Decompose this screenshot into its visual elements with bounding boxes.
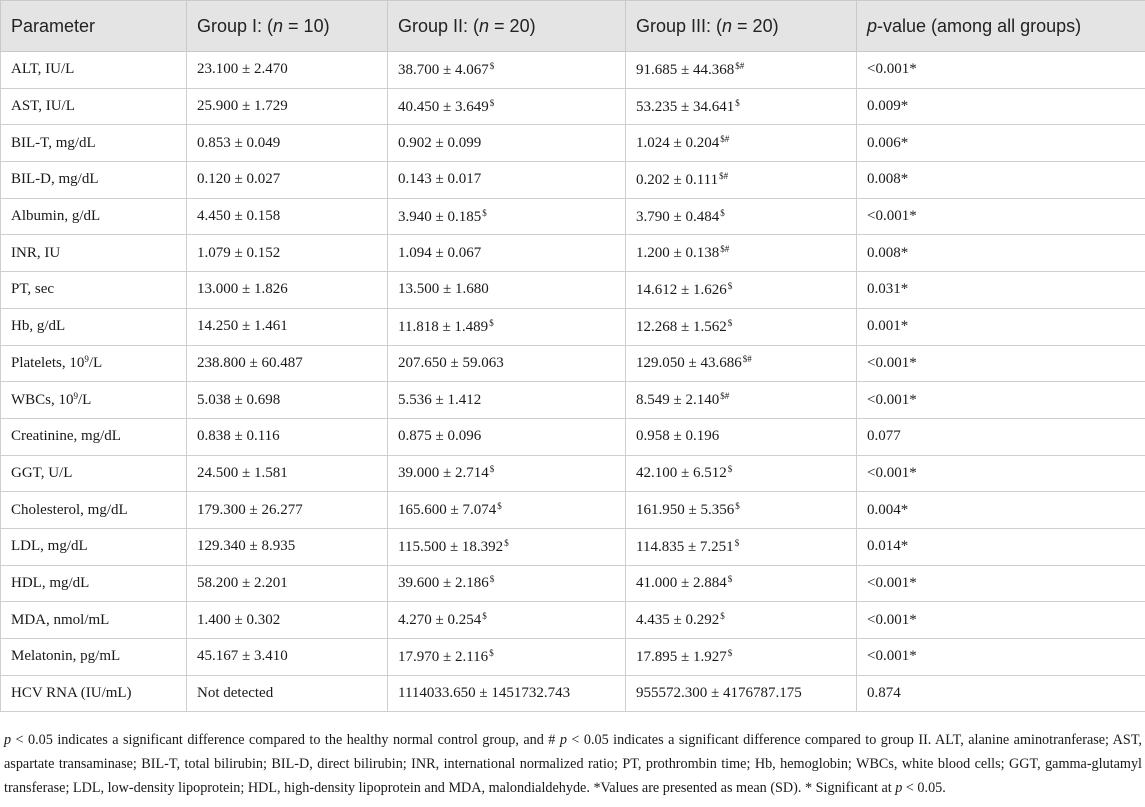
table-row <box>1 198 1145 235</box>
cell-group-1: 14.250 ± 1.461 <box>187 308 388 345</box>
cell-p-value: <0.001* <box>857 345 1145 382</box>
cell-group-1: 129.340 ± 8.935 <box>187 528 388 565</box>
cell-group-3: 91.685 ± 44.368$# <box>626 52 857 89</box>
header-group-2: Group II: (n = 20) <box>388 1 626 52</box>
cell-parameter: Melatonin, pg/mL <box>1 639 187 676</box>
cell-p-value: 0.014* <box>857 528 1145 565</box>
cell-parameter: WBCs, $10^9/L$ <box>1 382 187 419</box>
cell-group-3: 955572.300 ± 4176787.175 <box>626 675 857 712</box>
cell-p-value: 0.006* <box>857 125 1145 162</box>
cell-group-1: 45.167 ± 3.410 <box>187 639 388 676</box>
footnote-p-symbol: p <box>4 732 12 748</box>
cell-group-3: 129.050 ± 43.686$# <box>626 345 857 382</box>
superscript-marker: $ <box>489 97 495 108</box>
header-group-3: Group III: (n = 20) <box>626 1 857 52</box>
cell-group-3: 4.435 ± 0.292$ <box>626 602 857 639</box>
cell-group-2: 115.500 ± 18.392$ <box>388 528 626 565</box>
cell-group-2: 38.700 ± 4.067$ <box>388 52 626 89</box>
table-row <box>1 125 1145 162</box>
cell-parameter: Albumin, g/dL <box>1 198 187 235</box>
cell-group-2: 165.600 ± 7.074$ <box>388 492 626 529</box>
footnote-text-3: < 0.05. <box>902 780 946 796</box>
cell-group-2: 4.270 ± 0.254$ <box>388 602 626 639</box>
superscript-marker: $ <box>727 464 733 475</box>
superscript-marker: $# <box>720 134 730 145</box>
table-row <box>1 162 1145 199</box>
cell-group-2: 1.094 ± 0.067 <box>388 235 626 272</box>
superscript-marker: $ <box>489 60 495 71</box>
cell-group-1: 0.838 ± 0.116 <box>187 418 388 455</box>
cell-p-value: 0.008* <box>857 235 1145 272</box>
cell-parameter: LDL, mg/dL <box>1 528 187 565</box>
superscript-marker: $ <box>489 574 495 585</box>
superscript-marker: $# <box>735 60 745 71</box>
cell-group-3: 8.549 ± 2.140$# <box>626 382 857 419</box>
cell-p-value: 0.031* <box>857 272 1145 309</box>
cell-group-3: 17.895 ± 1.927$ <box>626 639 857 676</box>
table-row <box>1 382 1145 419</box>
header-row <box>1 1 1145 52</box>
cell-group-3: 114.835 ± 7.251$ <box>626 528 857 565</box>
cell-group-1: 238.800 ± 60.487 <box>187 345 388 382</box>
cell-p-value: 0.009* <box>857 88 1145 125</box>
table-row <box>1 639 1145 676</box>
table-row <box>1 528 1145 565</box>
cell-group-3: 1.024 ± 0.204$# <box>626 125 857 162</box>
superscript-marker: $ <box>727 574 733 585</box>
cell-group-2: 0.875 ± 0.096 <box>388 418 626 455</box>
header-parameter: Parameter <box>1 1 187 52</box>
superscript-marker: $# <box>742 354 752 365</box>
superscript-marker: $ <box>735 97 740 108</box>
cell-group-1: 23.100 ± 2.470 <box>187 52 388 89</box>
table-row <box>1 455 1145 492</box>
superscript-marker: $ <box>489 464 495 475</box>
cell-group-2: 0.143 ± 0.017 <box>388 162 626 199</box>
superscript-marker: $ <box>727 280 733 291</box>
cell-group-2: 13.500 ± 1.680 <box>388 272 626 309</box>
superscript-marker: $ <box>489 647 494 658</box>
cell-p-value: <0.001* <box>857 382 1145 419</box>
cell-parameter: HDL, mg/dL <box>1 565 187 602</box>
cell-parameter: PT, sec <box>1 272 187 309</box>
table-footnote <box>4 728 1142 800</box>
superscript-marker: $# <box>719 170 729 181</box>
table-row <box>1 308 1145 345</box>
table-row <box>1 235 1145 272</box>
cell-group-2: 39.000 ± 2.714$ <box>388 455 626 492</box>
cell-group-1: 1.400 ± 0.302 <box>187 602 388 639</box>
cell-group-3: 12.268 ± 1.562$ <box>626 308 857 345</box>
superscript-marker: $ <box>727 647 733 658</box>
cell-group-3: 53.235 ± 34.641$ <box>626 88 857 125</box>
superscript-marker: $ <box>482 207 487 218</box>
cell-p-value: 0.874 <box>857 675 1145 712</box>
footnote-p-symbol: p <box>895 780 903 796</box>
table-row <box>1 418 1145 455</box>
table-row <box>1 492 1145 529</box>
header-group-1: Group I: (n = 10) <box>187 1 388 52</box>
cell-parameter: BIL-D, mg/dL <box>1 162 187 199</box>
superscript-marker: $ <box>734 537 740 548</box>
cell-parameter: AST, IU/L <box>1 88 187 125</box>
cell-group-3: 0.958 ± 0.196 <box>626 418 857 455</box>
cell-group-2: 17.970 ± 2.116$ <box>388 639 626 676</box>
cell-group-3: 41.000 ± 2.884$ <box>626 565 857 602</box>
cell-group-1: 4.450 ± 0.158 <box>187 198 388 235</box>
cell-group-1: 0.853 ± 0.049 <box>187 125 388 162</box>
cell-parameter: INR, IU <box>1 235 187 272</box>
cell-parameter: MDA, nmol/mL <box>1 602 187 639</box>
superscript-marker: $# <box>720 391 730 402</box>
table-row <box>1 565 1145 602</box>
superscript-marker: $ <box>735 501 740 512</box>
cell-p-value: <0.001* <box>857 639 1145 676</box>
cell-p-value: 0.001* <box>857 308 1145 345</box>
superscript-marker: 9 <box>84 354 89 365</box>
cell-group-2: 0.902 ± 0.099 <box>388 125 626 162</box>
cell-group-3: 161.950 ± 5.356$ <box>626 492 857 529</box>
cell-group-1: 179.300 ± 26.277 <box>187 492 388 529</box>
cell-parameter: Hb, g/dL <box>1 308 187 345</box>
cell-group-1: 24.500 ± 1.581 <box>187 455 388 492</box>
cell-parameter: Creatinine, mg/dL <box>1 418 187 455</box>
cell-group-2: 1114033.650 ± 1451732.743 <box>388 675 626 712</box>
cell-group-1: 1.079 ± 0.152 <box>187 235 388 272</box>
table-row <box>1 345 1145 382</box>
cell-parameter: ALT, IU/L <box>1 52 187 89</box>
superscript-marker: $ <box>504 537 509 548</box>
table-row <box>1 602 1145 639</box>
cell-p-value: <0.001* <box>857 198 1145 235</box>
table-row <box>1 272 1145 309</box>
cell-group-3: 1.200 ± 0.138$# <box>626 235 857 272</box>
cell-group-3: 0.202 ± 0.111$# <box>626 162 857 199</box>
cell-group-3: 42.100 ± 6.512$ <box>626 455 857 492</box>
superscript-marker: 9 <box>73 391 79 402</box>
cell-group-2: 40.450 ± 3.649$ <box>388 88 626 125</box>
cell-parameter: Cholesterol, mg/dL <box>1 492 187 529</box>
header-p-value: p-value (among all groups) <box>857 1 1145 52</box>
cell-parameter: HCV RNA (IU/mL) <box>1 675 187 712</box>
cell-group-2: 39.600 ± 2.186$ <box>388 565 626 602</box>
cell-group-2: 207.650 ± 59.063 <box>388 345 626 382</box>
cell-p-value: <0.001* <box>857 565 1145 602</box>
cell-group-2: 5.536 ± 1.412 <box>388 382 626 419</box>
cell-group-1: 13.000 ± 1.826 <box>187 272 388 309</box>
table-row <box>1 52 1145 89</box>
footnote-text-1: < 0.05 indicates a significant difference compared to the healthy normal control group, and # <box>11 732 560 748</box>
superscript-marker: $ <box>482 611 487 622</box>
superscript-marker: $ <box>497 501 502 512</box>
cell-group-3: 3.790 ± 0.484$ <box>626 198 857 235</box>
cell-parameter: GGT, U/L <box>1 455 187 492</box>
table-row <box>1 88 1145 125</box>
cell-group-1: 0.120 ± 0.027 <box>187 162 388 199</box>
cell-p-value: <0.001* <box>857 455 1145 492</box>
cell-parameter: Platelets, $10^9/L$ <box>1 345 187 382</box>
cell-group-2: 3.940 ± 0.185$ <box>388 198 626 235</box>
cell-p-value: 0.077 <box>857 418 1145 455</box>
cell-group-2: 11.818 ± 1.489$ <box>388 308 626 345</box>
cell-group-1: 58.200 ± 2.201 <box>187 565 388 602</box>
superscript-marker: $ <box>489 317 494 328</box>
cell-group-1: Not detected <box>187 675 388 712</box>
cell-p-value: <0.001* <box>857 52 1145 89</box>
cell-group-3: 14.612 ± 1.626$ <box>626 272 857 309</box>
cell-group-1: 5.038 ± 0.698 <box>187 382 388 419</box>
cell-group-1: 25.900 ± 1.729 <box>187 88 388 125</box>
footnote-text-2: < 0.05 indicates a significant difference compared to group II. ALT, alanine aminotranferase; AST, aspartate transaminase; BIL-T, total bilirubin; BIL-D, direct bilirubin; INR, international normalized ratio; PT, prothrombin time; Hb, hemoglobin; WBCs, white blood cells; GGT, gamma-glutamyl transferase; LDL, low-density lipoprotein; HDL, high-density lipoprotein and MDA, malondialdehyde. *Values are presented as mean (SD). * Significant at <box>4 732 1142 796</box>
superscript-marker: $ <box>720 207 725 218</box>
superscript-marker: $ <box>720 611 725 622</box>
superscript-marker: $ <box>727 317 733 328</box>
cell-parameter: BIL-T, mg/dL <box>1 125 187 162</box>
cell-p-value: <0.001* <box>857 602 1145 639</box>
superscript-marker: $# <box>720 244 730 255</box>
cell-p-value: 0.004* <box>857 492 1145 529</box>
table-body <box>1 52 1145 712</box>
cell-p-value: 0.008* <box>857 162 1145 199</box>
table-row <box>1 675 1145 712</box>
footnote-p-symbol: p <box>559 732 567 748</box>
